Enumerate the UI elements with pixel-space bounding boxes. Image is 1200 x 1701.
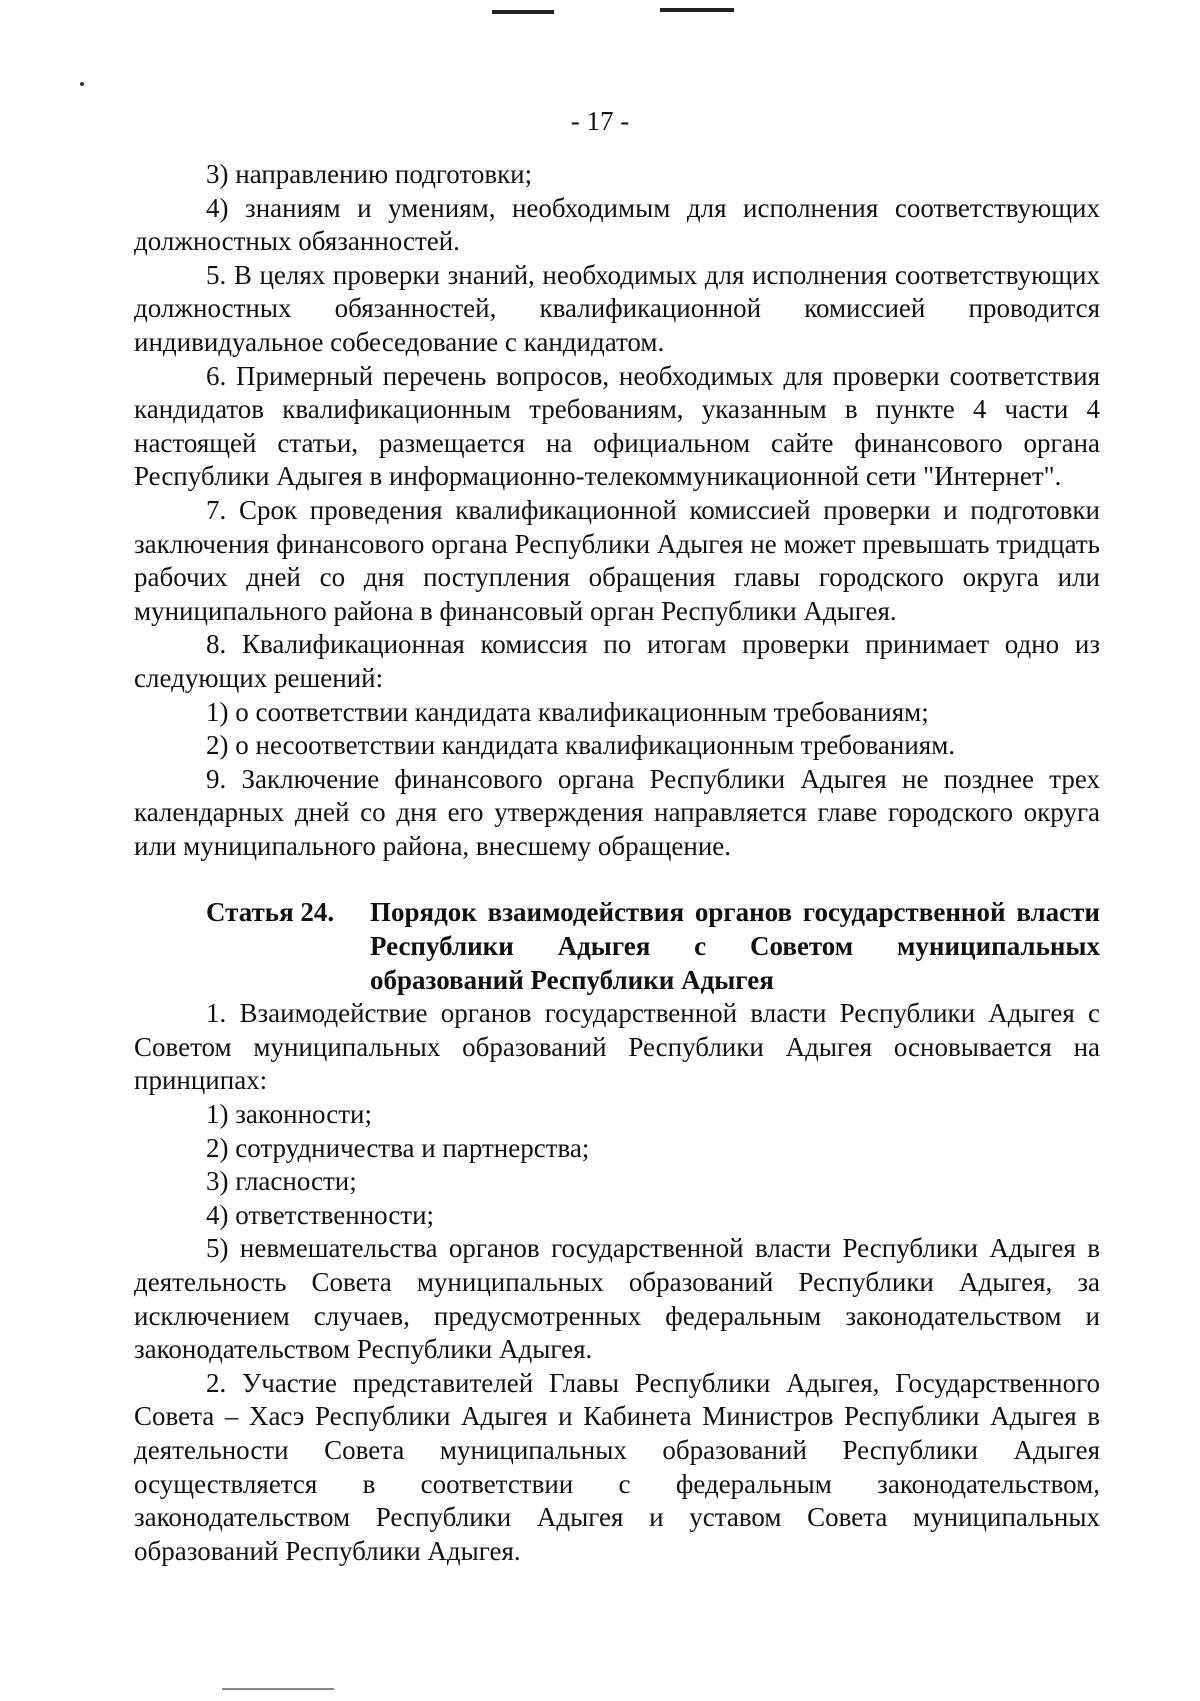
page-number: - 17 - <box>570 106 630 136</box>
article-title: Порядок взаимодействия органов государственной власти Республики Адыгея с Советом муниципальных образований Республики Адыгея <box>370 897 1100 995</box>
paragraph: 2. Участие представителей Главы Республики Адыгея, Государственного Совета – Хасэ Республики Адыгея и Кабинета Министров Республики Адыгея в деятельности Совета муниципальных образований Республики Адыгея осуществляется в соответствии с федеральным законодательством, законодательством Республики Адыгея и уставом Совета муниципальных образований Республики Адыгея. <box>134 1367 1100 1566</box>
paragraph: 1) о соответствии кандидата квалификационным требованиям; <box>206 696 929 727</box>
paragraph: 3) гласности; <box>206 1166 357 1197</box>
paragraph: 2) о несоответствии кандидата квалификационным требованиям. <box>206 730 956 761</box>
article-label: Статья 24. <box>206 897 335 928</box>
paragraph: 2) сотрудничества и партнерства; <box>206 1132 590 1163</box>
scan-artifact <box>222 1688 334 1690</box>
scan-artifact <box>80 82 84 86</box>
paragraph: 7. Срок проведения квалификационной комиссией проверки и подготовки заключения финансового органа Республики Адыгея не может превышать тридцать рабочих дней со дня поступления обращения главы городского округа или муниципального района в финансовый орган Республики Адыгея. <box>134 494 1100 626</box>
scan-artifact <box>660 8 734 12</box>
paragraph: 1. Взаимодействие органов государственной власти Республики Адыгея с Советом муниципальных образований Республики Адыгея основывается на принципах: <box>134 998 1100 1096</box>
paragraph: 8. Квалификационная комиссия по итогам проверки принимает одно из следующих решений: <box>134 629 1100 693</box>
scan-artifact <box>492 10 554 14</box>
paragraph: 1) законности; <box>206 1099 372 1130</box>
document-body <box>134 158 1100 1568</box>
paragraph: 4) знаниям и умениям, необходимым для исполнения соответствующих должностных обязанностей. <box>134 192 1100 257</box>
paragraph: 6. Примерный перечень вопросов, необходимых для проверки соответствия кандидатов квалификационным требованиям, указанным в пункте 4 части 4 настоящей статьи, размещается на официальном сайте финансового органа Республики Адыгея в информационно-телекоммуникационной сети "Интернет". <box>134 360 1100 492</box>
paragraph: 5. В целях проверки знаний, необходимых для исполнения соответствующих должностных обязанностей, квалификационной комиссией проводится индивидуальное собеседование с кандидатом. <box>134 259 1100 357</box>
paragraph: 5) невмешательства органов государственной власти Республики Адыгея в деятельность Совета муниципальных образований Республики Адыгея, за исключением случаев, предусмотренных федеральным законодательством и законодательством Республики Адыгея. <box>134 1233 1100 1365</box>
paragraph: 9. Заключение финансового органа Республики Адыгея не позднее трех календарных дней со дня его утверждения направляется главе городского округа или муниципального района, внесшему обращение. <box>134 763 1100 861</box>
article-heading <box>134 896 1100 997</box>
paragraph: 4) ответственности; <box>206 1199 435 1230</box>
paragraph: 3) направлению подготовки; <box>206 159 533 189</box>
